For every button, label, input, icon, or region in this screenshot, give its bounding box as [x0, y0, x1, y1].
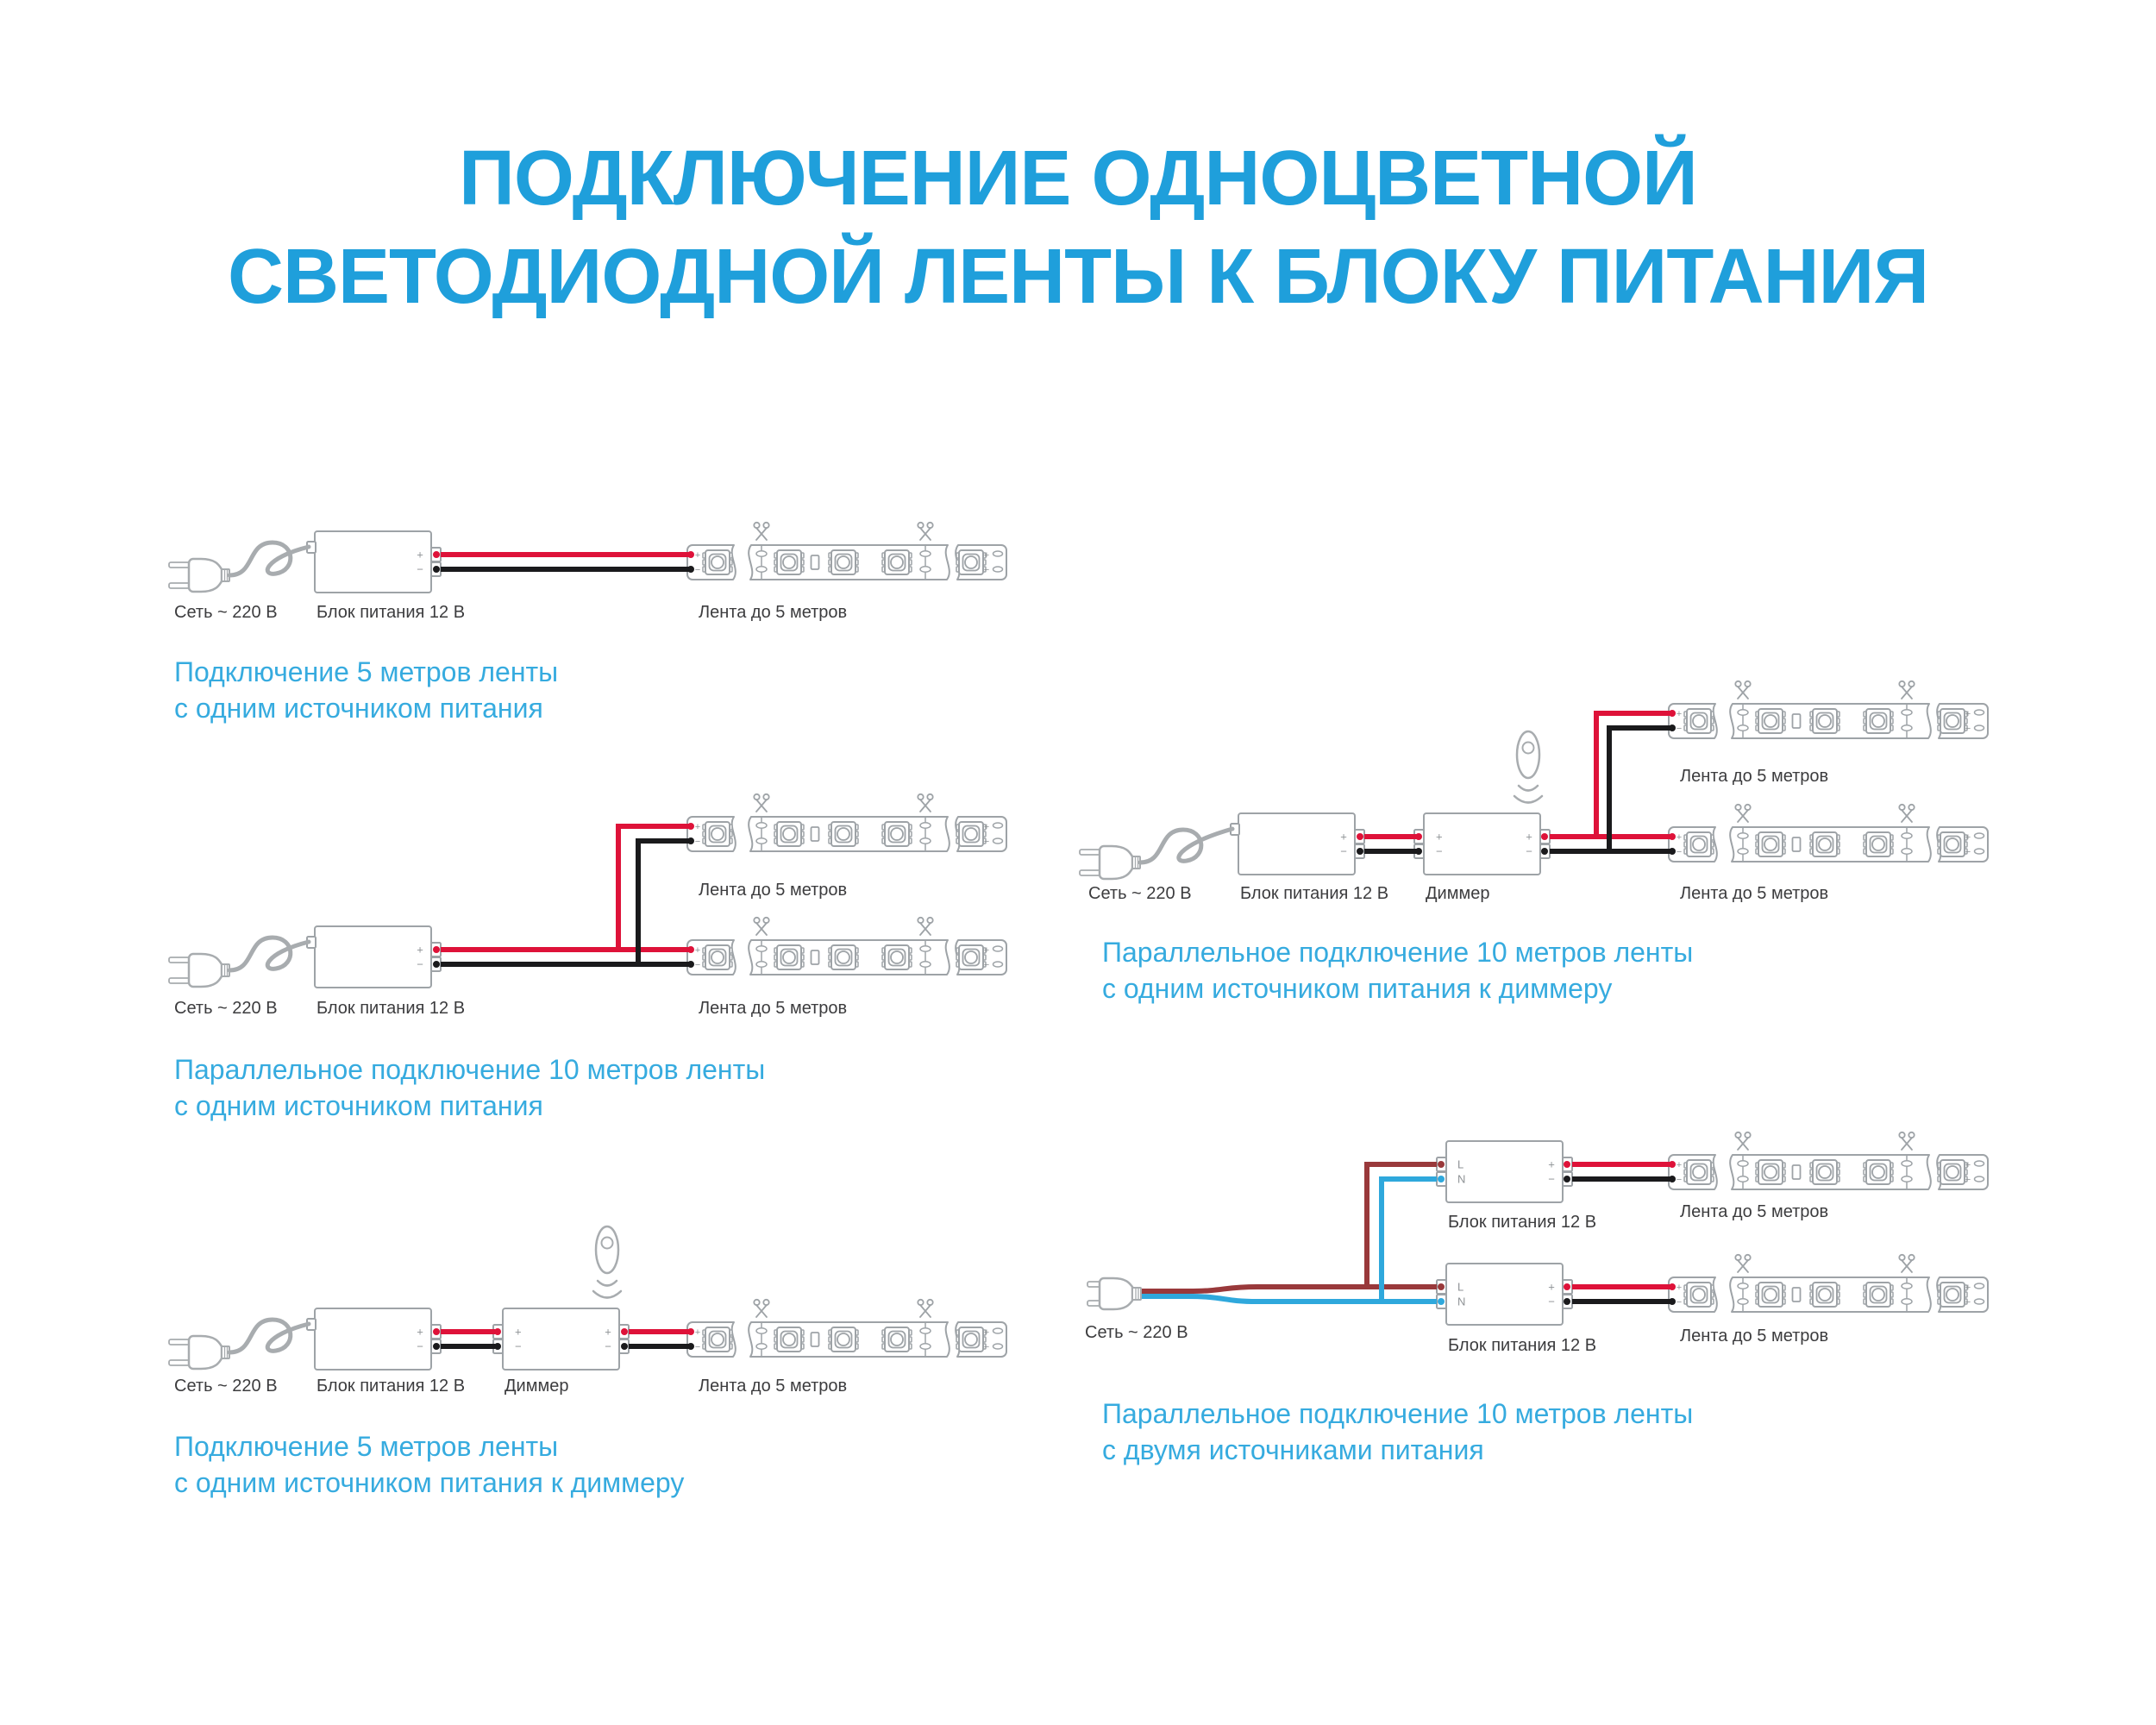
d4-psu-label: Блок питания 12 В [1240, 884, 1389, 903]
svg-text:+: + [605, 1325, 611, 1339]
scissors-cut-icon [918, 1300, 932, 1317]
power-plug-icon [169, 938, 309, 987]
led-module-icon [1756, 1160, 1785, 1184]
d5-mains-label: Сеть ~ 220 В [1085, 1323, 1188, 1342]
svg-text:−: − [694, 1342, 701, 1352]
led-module-icon [1938, 832, 1967, 856]
scissors-cut-icon [754, 794, 768, 812]
psu-box [307, 531, 441, 593]
led-module-icon [956, 1327, 986, 1352]
svg-text:−: − [1965, 847, 1971, 857]
svg-text:+: + [1548, 1157, 1555, 1171]
svg-text:+: + [1965, 832, 1971, 843]
svg-text:+: + [1340, 830, 1347, 844]
led-module-icon [1938, 709, 1967, 733]
svg-text:+: + [1436, 830, 1443, 844]
power-plug-icon [1087, 1278, 1141, 1309]
svg-text:+: + [694, 550, 701, 561]
psu-box [307, 1308, 441, 1370]
svg-text:N: N [1457, 1295, 1466, 1308]
scissors-cut-icon [754, 1300, 768, 1317]
psu-box [1231, 813, 1364, 875]
svg-text:−: − [694, 565, 701, 575]
scissors-cut-icon [1735, 1255, 1750, 1272]
svg-text:+: + [983, 550, 990, 561]
scissors-cut-icon [918, 523, 932, 540]
led-strip-upper [1669, 681, 1988, 738]
svg-text:+: + [694, 822, 701, 832]
led-strip [687, 1300, 1006, 1357]
svg-text:−: − [1965, 1175, 1971, 1185]
led-module-icon [1810, 1283, 1839, 1307]
d5-caption-line2: с двумя источниками питания [1102, 1434, 1484, 1465]
svg-text:+: + [1676, 1283, 1683, 1293]
led-module-icon [882, 822, 912, 846]
psu-box-upper [1437, 1141, 1572, 1202]
power-plug-icon [1080, 829, 1232, 879]
d4-caption-line2: с одним источником питания к диммеру [1102, 973, 1613, 1004]
svg-text:+: + [1965, 1283, 1971, 1293]
d5-psu-upper-label: Блок питания 12 В [1448, 1213, 1597, 1232]
psu-box [307, 926, 441, 988]
remote-control-icon [593, 1226, 621, 1298]
wires [433, 823, 694, 968]
led-module-icon [1864, 832, 1893, 856]
d5-psu-lower-label: Блок питания 12 В [1448, 1336, 1597, 1355]
d4-caption-line1: Параллельное подключение 10 метров ленты [1102, 937, 1694, 968]
scissors-cut-icon [1899, 1255, 1914, 1272]
led-module-icon [882, 945, 912, 969]
svg-text:+: + [694, 945, 701, 956]
led-module-icon [956, 822, 986, 846]
scissors-cut-icon [754, 523, 768, 540]
d3-psu-label: Блок питания 12 В [317, 1377, 466, 1396]
svg-text:+: + [1676, 832, 1683, 843]
led-module-icon [703, 822, 732, 846]
svg-text:+: + [515, 1325, 522, 1339]
led-module-icon [703, 550, 732, 574]
svg-text:−: − [1340, 844, 1347, 858]
d1-caption-line1: Подключение 5 метров ленты [174, 656, 559, 687]
mains-wires [1141, 1161, 1445, 1305]
diagram-3 [169, 1226, 1006, 1370]
svg-text:−: − [515, 1339, 522, 1353]
page-title-line2: СВЕТОДИОДНОЙ ЛЕНТЫ К БЛОКУ ПИТАНИЯ [227, 234, 1928, 320]
led-module-icon [956, 945, 986, 969]
led-module-icon [1684, 1283, 1714, 1307]
d5-caption-line1: Параллельное подключение 10 метров ленты [1102, 1398, 1694, 1429]
scissors-cut-icon [1899, 805, 1914, 822]
svg-text:−: − [1676, 1297, 1683, 1308]
diagram-1 [169, 523, 1006, 593]
led-module-icon [1864, 709, 1893, 733]
led-module-icon [1756, 832, 1785, 856]
led-module-icon [1810, 1160, 1839, 1184]
scissors-cut-icon [1899, 681, 1914, 699]
svg-text:+: + [694, 1327, 701, 1338]
led-module-icon [882, 1327, 912, 1352]
svg-text:−: − [694, 960, 701, 970]
svg-text:L: L [1457, 1280, 1464, 1294]
svg-text:−: − [983, 565, 990, 575]
d1-caption-line2: с одним источником питания [174, 693, 543, 724]
svg-text:−: − [1965, 1297, 1971, 1308]
svg-text:−: − [605, 1339, 611, 1353]
d4-mains-label: Сеть ~ 220 В [1088, 884, 1192, 903]
led-module-icon [829, 822, 858, 846]
remote-control-icon [1514, 731, 1542, 803]
svg-text:+: + [417, 943, 423, 957]
svg-text:−: − [417, 562, 423, 576]
d5-strip-upper-label: Лента до 5 метров [1680, 1202, 1829, 1221]
power-plug-icon [169, 543, 309, 592]
psu-box-lower [1437, 1264, 1572, 1325]
power-plug-icon [169, 1320, 309, 1369]
d3-caption-line2: с одним источником питания к диммеру [174, 1467, 685, 1498]
led-strip-upper [1669, 1132, 1988, 1189]
led-strip-upper [687, 794, 1006, 851]
d1-mains-label: Сеть ~ 220 В [174, 603, 278, 622]
svg-text:−: − [1965, 724, 1971, 734]
d2-strip-lower-label: Лента до 5 метров [699, 999, 848, 1018]
svg-text:−: − [1676, 1175, 1683, 1185]
svg-text:−: − [1548, 1172, 1555, 1186]
svg-text:N: N [1457, 1172, 1466, 1186]
wires [433, 551, 694, 573]
d4-strip-upper-label: Лента до 5 метров [1680, 767, 1829, 786]
led-strip-lower [687, 918, 1006, 975]
scissors-cut-icon [918, 918, 932, 935]
led-module-icon [956, 550, 986, 574]
svg-text:−: − [694, 837, 701, 847]
led-module-icon [829, 1327, 858, 1352]
d2-psu-label: Блок питания 12 В [317, 999, 466, 1018]
svg-text:+: + [1548, 1280, 1555, 1294]
led-module-icon [1810, 709, 1839, 733]
scissors-cut-icon [918, 794, 932, 812]
led-module-icon [774, 945, 804, 969]
led-module-icon [1810, 832, 1839, 856]
led-module-icon [774, 550, 804, 574]
led-strip-lower [1669, 805, 1988, 862]
svg-text:−: − [1436, 844, 1443, 858]
svg-text:−: − [983, 1342, 990, 1352]
led-module-icon [1864, 1160, 1893, 1184]
scissors-cut-icon [1735, 681, 1750, 699]
led-module-icon [1938, 1283, 1967, 1307]
svg-text:−: − [1676, 847, 1683, 857]
led-module-icon [703, 945, 732, 969]
led-module-icon [774, 822, 804, 846]
svg-text:−: − [983, 960, 990, 970]
led-module-icon [882, 550, 912, 574]
svg-text:−: − [1526, 844, 1532, 858]
d4-dimmer-label: Диммер [1426, 884, 1490, 903]
led-module-icon [1938, 1160, 1967, 1184]
dimmer-box [493, 1308, 629, 1370]
d3-mains-label: Сеть ~ 220 В [174, 1377, 278, 1396]
svg-text:+: + [1676, 1160, 1683, 1170]
svg-text:+: + [1526, 830, 1532, 844]
svg-text:−: − [417, 1339, 423, 1353]
led-strip [687, 523, 1006, 580]
led-strip-lower [1669, 1255, 1988, 1312]
d3-caption-line1: Подключение 5 метров ленты [174, 1431, 559, 1462]
led-module-icon [1864, 1283, 1893, 1307]
led-module-icon [1756, 1283, 1785, 1307]
d1-strip-label: Лента до 5 метров [699, 603, 848, 622]
scissors-cut-icon [1899, 1132, 1914, 1150]
led-module-icon [829, 550, 858, 574]
svg-text:−: − [983, 837, 990, 847]
scissors-cut-icon [1735, 1132, 1750, 1150]
svg-text:+: + [1676, 709, 1683, 719]
svg-text:+: + [417, 1325, 423, 1339]
led-module-icon [829, 945, 858, 969]
svg-text:L: L [1457, 1157, 1464, 1171]
diagram-4 [1080, 681, 1988, 879]
scissors-cut-icon [1735, 805, 1750, 822]
led-module-icon [1684, 709, 1714, 733]
output-wires [1564, 1161, 1676, 1305]
led-module-icon [1684, 1160, 1714, 1184]
d2-caption-line2: с одним источником питания [174, 1090, 543, 1121]
scissors-cut-icon [754, 918, 768, 935]
svg-text:−: − [1676, 724, 1683, 734]
svg-text:−: − [417, 957, 423, 971]
d2-strip-upper-label: Лента до 5 метров [699, 881, 848, 900]
diagram-2 [169, 794, 1006, 988]
svg-text:+: + [983, 822, 990, 832]
d1-psu-label: Блок питания 12 В [317, 603, 466, 622]
led-module-icon [774, 1327, 804, 1352]
led-module-icon [703, 1327, 732, 1352]
svg-text:+: + [1965, 1160, 1971, 1170]
dimmer-box [1414, 813, 1550, 875]
svg-text:+: + [983, 945, 990, 956]
d2-caption-line1: Параллельное подключение 10 метров ленты [174, 1054, 766, 1085]
d4-strip-lower-label: Лента до 5 метров [1680, 884, 1829, 903]
d5-strip-lower-label: Лента до 5 метров [1680, 1327, 1829, 1346]
svg-text:+: + [983, 1327, 990, 1338]
svg-text:−: − [1548, 1295, 1555, 1308]
led-module-icon [1684, 832, 1714, 856]
svg-text:+: + [417, 548, 423, 561]
svg-text:+: + [1965, 709, 1971, 719]
d3-dimmer-label: Диммер [505, 1377, 569, 1396]
d3-strip-label: Лента до 5 метров [699, 1377, 848, 1396]
d2-mains-label: Сеть ~ 220 В [174, 999, 278, 1018]
page-title-line1: ПОДКЛЮЧЕНИЕ ОДНОЦВЕТНОЙ [459, 135, 1697, 222]
led-module-icon [1756, 709, 1785, 733]
